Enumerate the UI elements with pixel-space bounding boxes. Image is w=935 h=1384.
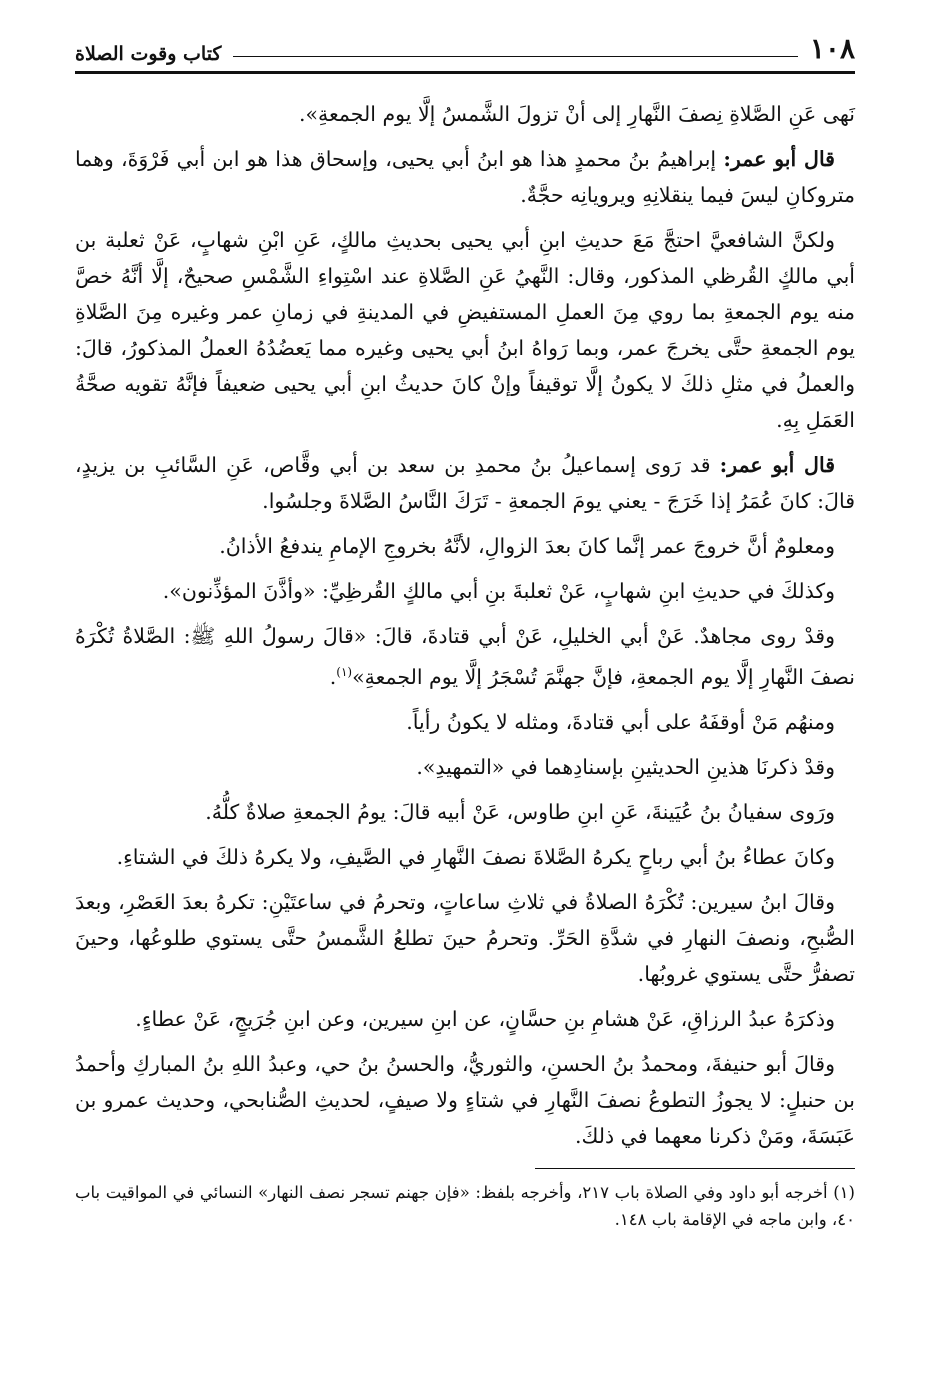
paragraph-text: قد رَوى إسماعيلُ بنُ محمدِ بن سعد بن أبي وقَّاص، عَنِ السَّائبِ بن يزيدٍ، قالَ: كانَ عُمَرُ إذا خَرَجَ - يعني يومَ الجمعةِ - تَرَكَ النَّاسُ الصَّلاةَ وجلسُوا. [75,453,855,513]
paragraph-text: وقدْ ذكرنَا هذينِ الحديثينِ بإسنادِهما في «التمهيدِ». [416,754,835,779]
paragraph [75,884,855,992]
header-divider [233,56,797,57]
paragraph-text: وذكرَهُ عبدُ الرزاقِ، عَنْ هشامِ بنِ حسَّانٍ، عن ابنِ سيرين، وعن ابنِ جُرَيجٍ، عَنْ عطاءٍ. [135,1006,835,1031]
paragraph-text: ولكنَّ الشافعيَّ احتجَّ مَعَ حديثِ ابنِ أبي يحيى بحديثِ مالكٍ، عَنِ ابْنِ شهابٍ، عَنْ ثعلبة بن أبي مالكٍ القُرظي المذكور، وقال: النَّهيُ عَنِ الصَّلاةِ عند اسْتِواءِ الشَّمْسِ صحيحٌ، إلَّا أنَّهُ خصَّ منه يوم الجمعةِ بما روي مِنَ العملِ المستفيضِ في المدينةِ في زمانِ عمر وغيره مِنَ الصَّلاةِ يوم الجمعةِ حتَّى يخرجَ عمر، وبما رَواهُ ابنُ أبي يحيى وغيره مما يَعضُدُهُ العملُ المذكورُ، قالَ: والعملُ في مثلِ ذلكَ لا يكونُ إلَّا توقيفاً وإنْ كانَ حديثُ ابنِ أبي يحيى ضعيفاً فإنَّهُ تقويه صحَّةُ العَمَلِ بِهِ. [75,228,855,432]
paragraph-lead: قال أبو عمر: [723,147,835,171]
paragraph [75,96,855,132]
footnote-divider [535,1168,855,1169]
paragraph-text: وقالَ ابنُ سيرين: تُكْرَهُ الصلاةُ في ثلاثِ ساعاتٍ، وتحرمُ في ساعتَيْنِ: تكرهُ بعدَ العَصْرِ، وبعدَ الصُّبحِ، ونصفَ النهارِ في شدَّةِ الحَرِّ. وتحرمُ حينَ تطلعُ الشَّمسُ حتَّى يستوي طلوعُها، وحينَ تصفرُّ حتَّى يستوي غروبُها. [75,889,855,986]
paragraph-text: وكانَ عطاءُ بنُ أبي رباحٍ يكرهُ الصَّلاةَ نصفَ النَّهارِ في الصَّيفِ، ولا يكرهُ ذلكَ في الشتاءِ. [116,844,835,869]
paragraph-text: إبراهيمُ بنُ محمدٍ هذا هو ابنُ أبي يحيى، وإسحاق هذا هو ابن أبي فَرْوَةَ، وهما متروكانِ ليسَ فيما ينقلانِهِ ويرويانِه حجَّةٌ. [75,147,855,207]
paragraph-text: ومنهُم مَنْ أوقفَهُ على أبي قتادةَ، ومثله لا يكونُ رأياً. [406,709,835,734]
paragraph [75,794,855,830]
paragraph [75,704,855,740]
paragraph [75,528,855,564]
page-header [75,28,855,74]
paragraph [75,573,855,609]
paragraph-text-end: . [329,664,337,689]
paragraph-text: ورَوى سفيانُ بنُ عُيَينةَ، عَنِ ابنِ طاوس، عَنْ أبيه قالَ: يومُ الجمعةِ صلاةٌ كلُّهُ. [205,799,835,824]
page-body [75,96,855,1233]
paragraph [75,618,855,695]
footnote: (١) أخرجه أبو داود وفي الصلاة باب ٢١٧، وأخرجه بلفظ: «فإن جهنم تسجر نصف النهار» النسائي في المواقيت باب ٤٠، وابن ماجه في الإقامة باب ١٤٨. [75,1182,855,1229]
page-number: ١٠٨ [809,32,855,65]
footnote-reference[interactable]: (١) [336,665,353,679]
paragraph [75,1046,855,1154]
paragraph [75,222,855,438]
paragraph [75,749,855,785]
paragraph-text: وقالَ أبو حنيفةَ، ومحمدُ بنُ الحسنِ، والثوريُّ، والحسنُ بنُ حي، وعبدُ اللهِ بنُ المباركِ وأحمدُ بن حنبلٍ: لا يجوزُ التطوعُ نصفَ النَّهارِ في شتاءٍ ولا صيفٍ، لحديثِ الصُّنابحي، وحديث عمرو بن عَبَسَةَ، ومَنْ ذكرنا معهما في ذلكَ. [75,1051,855,1148]
paragraph [75,141,855,213]
paragraph [75,839,855,875]
paragraph-text: ومعلومٌ أنَّ خروجَ عمر إنَّما كانَ بعدَ الزوالِ، لأنَّهُ بخروجِ الإمامِ يندفعُ الأذانُ. [219,534,835,558]
paragraph [75,447,855,519]
book-page [75,28,855,1348]
running-title: كتاب وقوت الصلاة [75,43,222,65]
paragraph-text: وكذلكَ في حديثِ ابنِ شهابٍ، عَنْ ثعلبةَ بنِ أبي مالكٍ القُرظِيِّ: «وأذَّنَ المؤذِّنون». [162,579,835,603]
paragraph-text: وقدْ روى مجاهدٌ. عَنْ أبي الخليلِ، عَنْ أبي قتادةَ، قالَ: «قالَ رسولُ اللهِ ﷺ: الصَّلاةُ تُكْرَهُ نصفَ النَّهارِ إلَّا يوم الجمعةِ، فإنَّ جهنَّمَ تُسْجَرُ إلَّا يوم الجمعةِ» [75,624,855,689]
paragraph [75,1001,855,1037]
paragraph-text: نَهى عَنِ الصَّلاةِ نِصفَ النَّهارِ إلى أنْ تزولَ الشَّمسُ إلَّا يوم الجمعةِ». [298,102,855,126]
paragraph-lead: قال أبو عمر: [719,453,836,477]
